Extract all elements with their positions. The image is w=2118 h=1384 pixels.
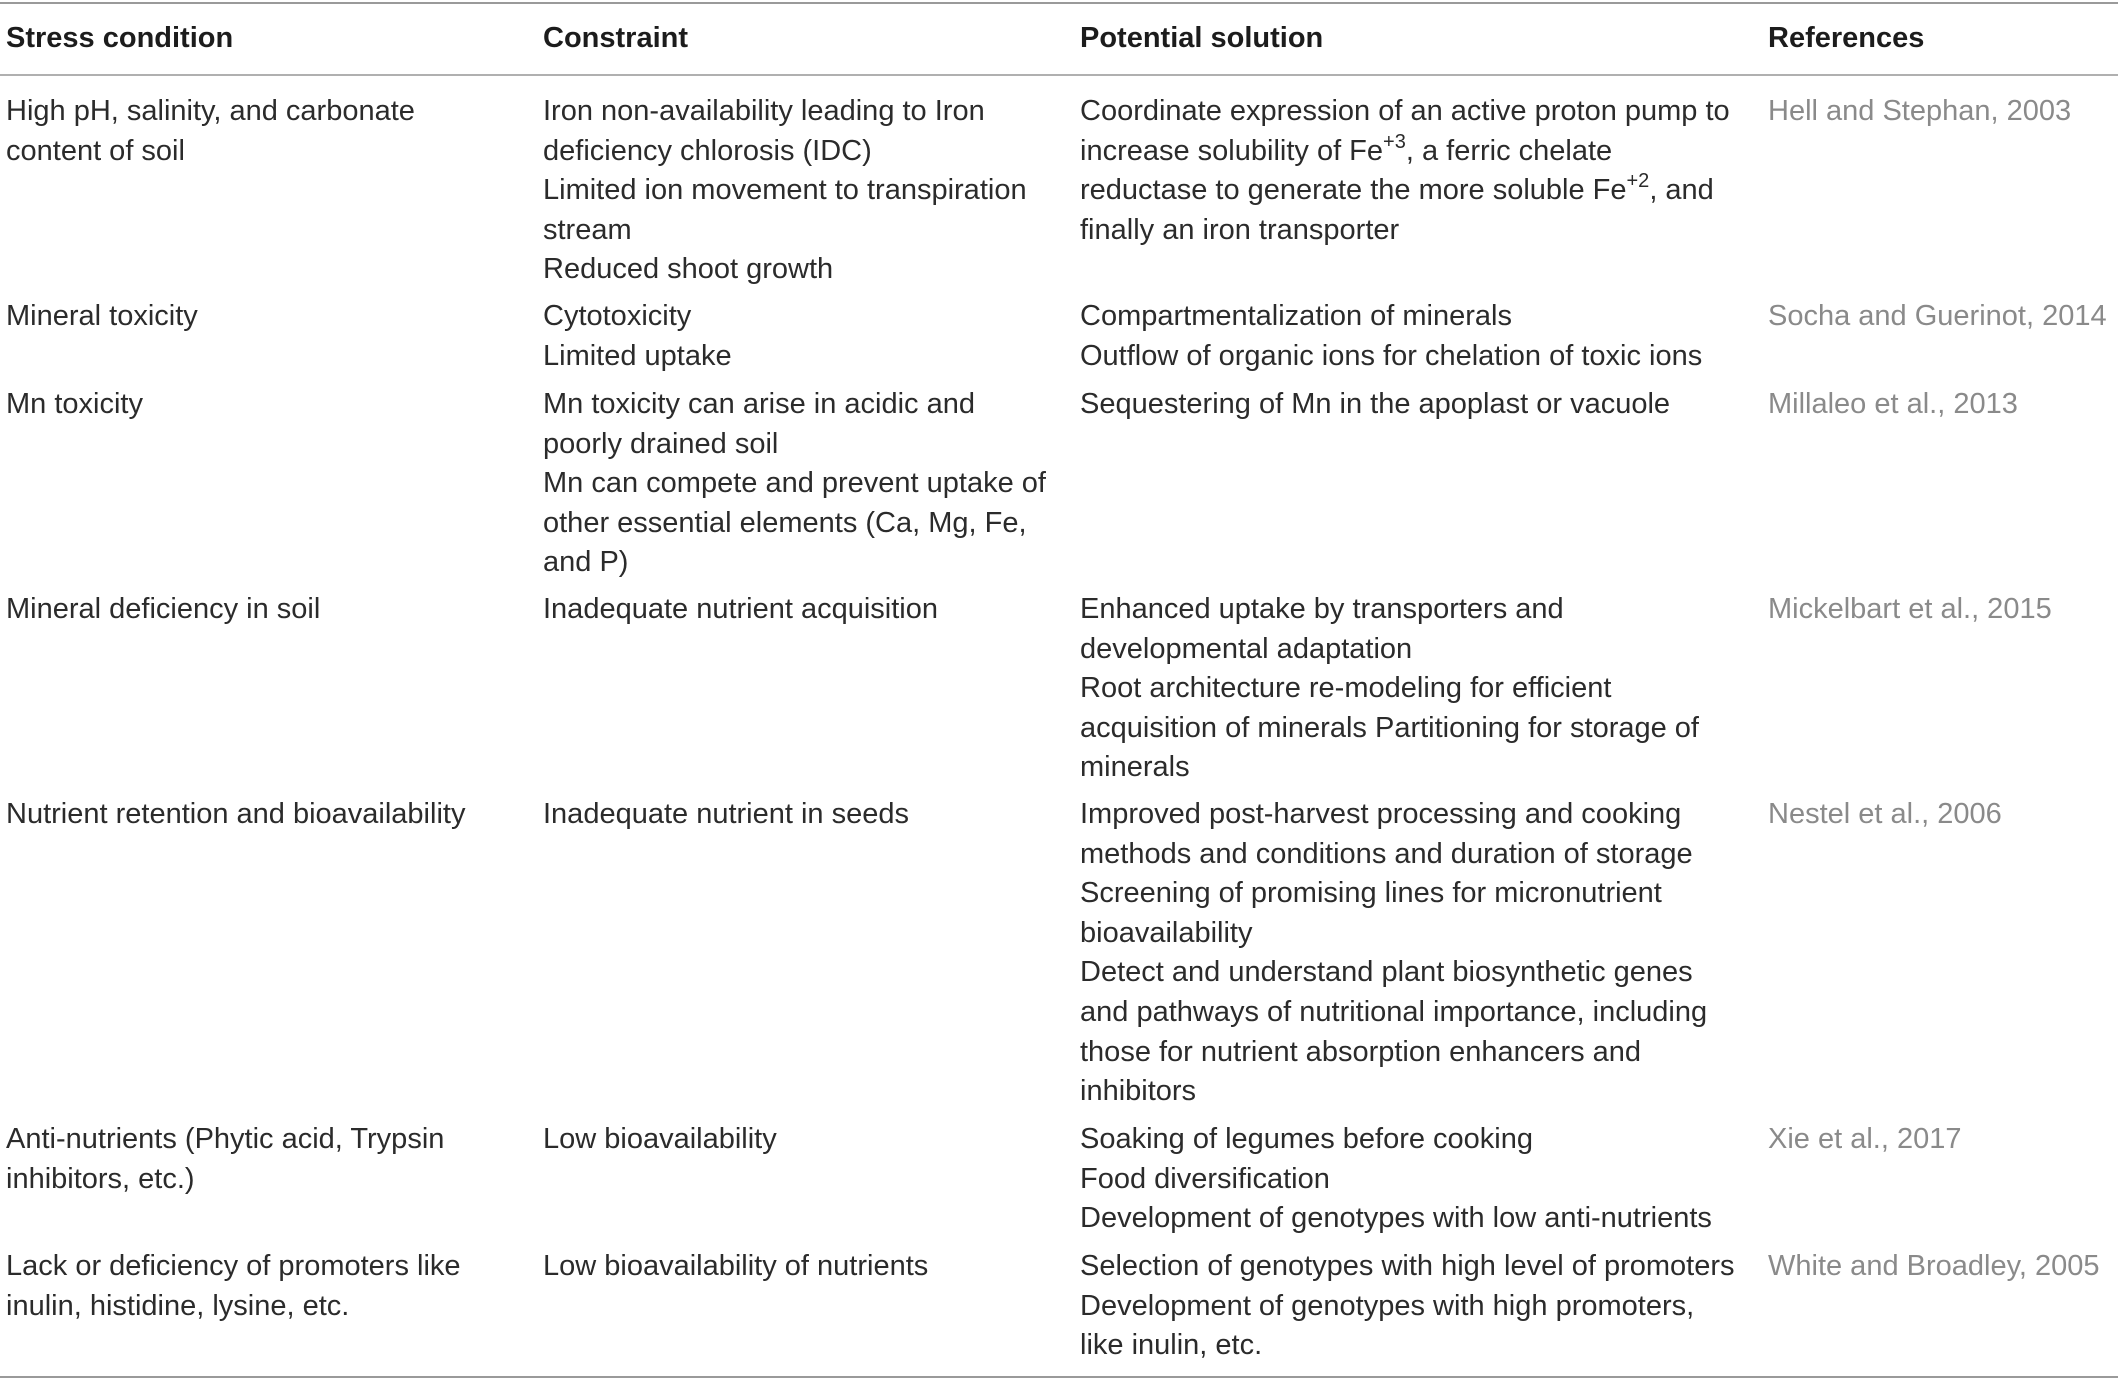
constraint-cell	[543, 1247, 1063, 1287]
stress-cell	[6, 1120, 526, 1199]
header-stress-condition: Stress condition	[6, 22, 234, 54]
text-line: and pathways of nutritional importance, including	[1080, 995, 1708, 1028]
text-line: Food diversification	[1080, 1162, 1330, 1195]
table-bottom-rule	[0, 1376, 2118, 1378]
text-line: Low bioavailability of nutrients	[543, 1250, 929, 1282]
text-line: like inulin, etc.	[1080, 1329, 1263, 1362]
text-line: deficiency chlorosis (IDC)	[543, 134, 872, 167]
text-line: Anti-nutrients (Phytic acid, Trypsin	[6, 1123, 445, 1155]
reference-cell	[1768, 1120, 2113, 1160]
text-fragment: increase solubility of Fe	[1080, 134, 1384, 167]
text-fragment: , and	[1649, 174, 1714, 207]
text-line: inhibitors, etc.)	[6, 1162, 195, 1195]
text-fragment: , a ferric chelate	[1405, 134, 1613, 167]
text-line: Mn can compete and prevent uptake of	[543, 467, 1046, 500]
text-line	[1080, 132, 1730, 172]
text-line: acquisition of minerals Partitioning for storage of	[1080, 711, 1699, 744]
text-line: inhibitors	[1080, 1075, 1197, 1108]
superscript-charge: +3	[1383, 130, 1406, 153]
text-line: Cytotoxicity	[543, 300, 692, 332]
header-references: References	[1768, 22, 1925, 54]
text-line: Enhanced uptake by transporters and	[1080, 593, 1564, 625]
constraint-cell	[543, 385, 1063, 583]
reference-cell	[1768, 1247, 2113, 1287]
text-line: stream	[543, 213, 632, 246]
stress-cell	[6, 385, 526, 425]
reference-text: Nestel et al., 2006	[1768, 798, 2002, 830]
reference-text: Socha and Guerinot, 2014	[1768, 300, 2107, 332]
text-line: Mineral toxicity	[6, 300, 198, 332]
reference-text: Millaleo et al., 2013	[1768, 388, 2018, 420]
stress-cell	[6, 795, 526, 835]
text-line: Soaking of legumes before cooking	[1080, 1123, 1534, 1155]
text-line: methods and conditions and duration of storage	[1080, 837, 1693, 870]
text-line: Selection of genotypes with high level of promoters	[1080, 1250, 1735, 1282]
stress-cell	[6, 1247, 526, 1326]
superscript-charge: +2	[1626, 170, 1650, 193]
reference-cell	[1768, 385, 2113, 425]
text-line: other essential elements (Ca, Mg, Fe,	[543, 506, 1027, 539]
text-line: Nutrient retention and bioavailability	[6, 798, 466, 830]
text-line: Coordinate expression of an active proton pump to	[1080, 95, 1730, 127]
text-line: Limited uptake	[543, 339, 732, 372]
table-top-rule	[0, 2, 2118, 4]
text-line: Inadequate nutrient in seeds	[543, 798, 909, 830]
text-line: High pH, salinity, and carbonate	[6, 95, 415, 127]
constraint-cell	[543, 590, 1063, 630]
constraint-cell	[543, 92, 1063, 290]
solution-cell	[1080, 1120, 1730, 1239]
text-line: Improved post-harvest processing and cooking	[1080, 798, 1682, 830]
reference-cell	[1768, 92, 2113, 132]
constraint-cell	[543, 297, 1063, 376]
solution-cell	[1080, 385, 1730, 425]
header-potential-solution: Potential solution	[1080, 22, 1324, 54]
text-line: finally an iron transporter	[1080, 213, 1400, 246]
solution-cell	[1080, 92, 1730, 250]
reference-cell	[1768, 297, 2113, 337]
text-line: Development of genotypes with low anti-nutrients	[1080, 1202, 1712, 1235]
text-line: Root architecture re-modeling for efficient	[1080, 672, 1612, 705]
text-line: Mn toxicity	[6, 388, 143, 420]
text-line: Mineral deficiency in soil	[6, 593, 321, 625]
text-line: bioavailability	[1080, 916, 1253, 949]
reference-text: Hell and Stephan, 2003	[1768, 95, 2072, 127]
constraint-cell	[543, 1120, 1063, 1160]
header-constraint: Constraint	[543, 22, 688, 54]
table-header-rule	[0, 74, 2118, 76]
reference-text: White and Broadley, 2005	[1768, 1250, 2100, 1282]
text-line: Compartmentalization of minerals	[1080, 300, 1512, 332]
text-line: Sequestering of Mn in the apoplast or vacuole	[1080, 388, 1671, 420]
text-line: minerals	[1080, 751, 1190, 784]
reference-cell	[1768, 795, 2113, 835]
text-line: Low bioavailability	[543, 1123, 777, 1155]
text-line: Lack or deficiency of promoters like	[6, 1250, 461, 1282]
stress-cell	[6, 590, 526, 630]
text-line: Limited ion movement to transpiration	[543, 174, 1027, 207]
text-line: Iron non-availability leading to Iron	[543, 95, 985, 127]
text-fragment: reductase to generate the more soluble Fe	[1080, 174, 1627, 207]
text-line: and P)	[543, 546, 629, 579]
reference-cell	[1768, 590, 2113, 630]
stress-cell	[6, 297, 526, 337]
text-line: poorly drained soil	[543, 427, 779, 460]
stress-cell	[6, 92, 526, 171]
solution-cell	[1080, 795, 1730, 1112]
text-line: Development of genotypes with high promoters,	[1080, 1289, 1695, 1322]
table-header	[0, 18, 2118, 62]
reference-text: Xie et al., 2017	[1768, 1123, 1962, 1155]
text-line: developmental adaptation	[1080, 632, 1413, 665]
reference-text: Mickelbart et al., 2015	[1768, 593, 2052, 625]
text-line: Screening of promising lines for micronutrient	[1080, 877, 1662, 910]
text-line: Detect and understand plant biosynthetic genes	[1080, 956, 1693, 989]
text-line: content of soil	[6, 134, 185, 167]
solution-cell	[1080, 1247, 1735, 1366]
text-line: those for nutrient absorption enhancers and	[1080, 1035, 1642, 1068]
text-line	[1080, 171, 1730, 211]
solution-cell	[1080, 590, 1730, 788]
text-line: Inadequate nutrient acquisition	[543, 593, 939, 625]
text-line: Mn toxicity can arise in acidic and	[543, 388, 975, 420]
solution-cell	[1080, 297, 1730, 376]
constraint-cell	[543, 795, 1063, 835]
text-line: inulin, histidine, lysine, etc.	[6, 1289, 350, 1322]
text-line: Outflow of organic ions for chelation of toxic ions	[1080, 339, 1703, 372]
text-line: Reduced shoot growth	[543, 253, 834, 286]
